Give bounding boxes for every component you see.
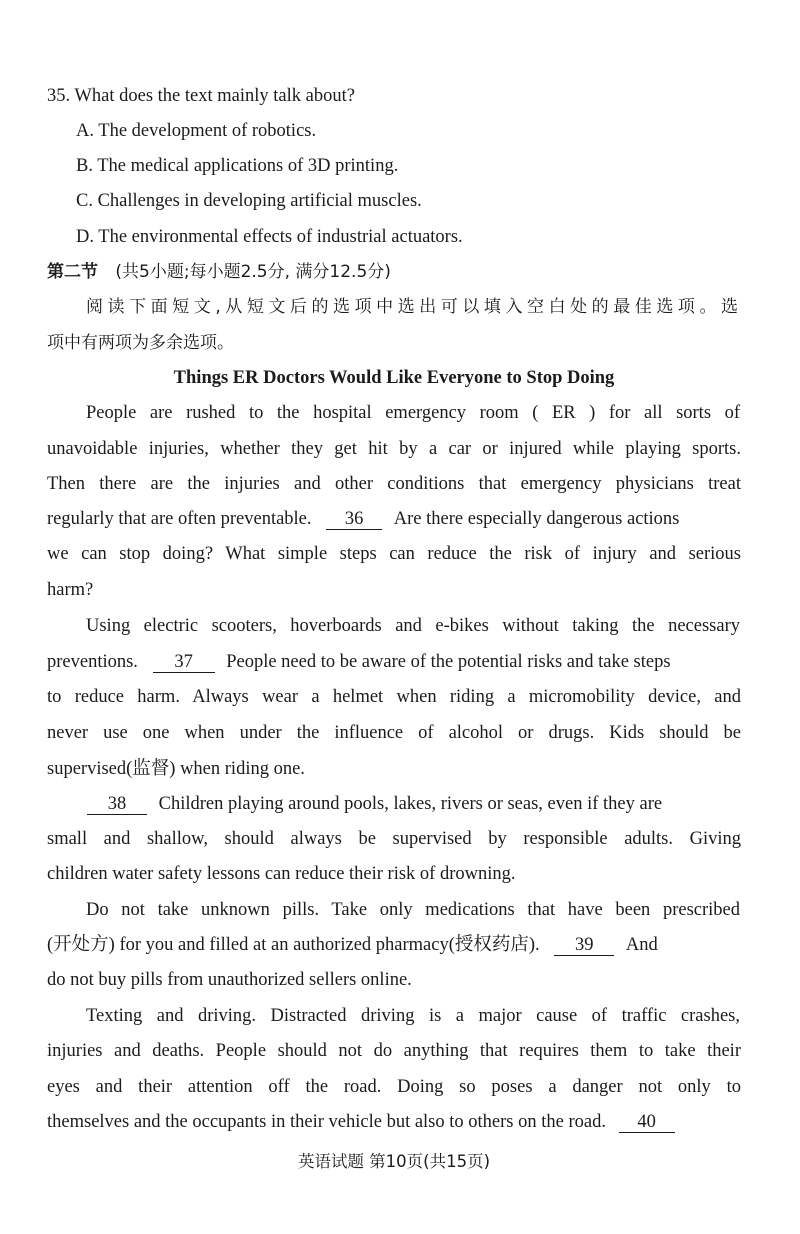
- question-35-stem: 35. What does the text mainly talk about?: [47, 86, 355, 106]
- p1-line-6: harm?: [47, 580, 94, 600]
- p1-line-4-text: regularly that are often preventable.: [47, 509, 312, 529]
- p1-line-1: People are rushed to the hospital emergency room ( ER ) for all sorts of: [86, 403, 740, 423]
- section-2-instructions-1: 阅读下面短文,从短文后的选项中选出可以填入空白处的最佳选项。选: [86, 297, 738, 317]
- question-35-option-d: D. The environmental effects of industrial actuators.: [76, 227, 463, 247]
- p1-line-4: [47, 507, 741, 531]
- section-2-scoring: (共5小题;每小题2.5分, 满分12.5分): [115, 262, 391, 282]
- p4-line-1: Do not take unknown pills. Take only medications that have been prescribed: [86, 900, 740, 920]
- p2-line-1: Using electric scooters, hoverboards and e-bikes without taking the necessary: [86, 616, 740, 636]
- p5-line-4: [47, 1110, 741, 1134]
- blank-40[interactable]: 40: [619, 1112, 675, 1133]
- section-2-instructions-2: 项中有两项为多余选项。: [47, 333, 234, 353]
- p2-line-5: supervised(监督) when riding one.: [47, 759, 305, 779]
- p3-line-1-text: Children playing around pools, lakes, rivers or seas, even if they are: [158, 794, 663, 814]
- p4-line-2: [47, 933, 741, 957]
- p4-line-3: do not buy pills from unauthorized sellers online.: [47, 970, 412, 990]
- p5-line-4-text: themselves and the occupants in their vehicle but also to others on the road.: [47, 1112, 606, 1132]
- p5-line-2: injuries and deaths. People should not do anything that requires them to take their: [47, 1041, 741, 1061]
- p4-line-2-tail: And: [625, 935, 658, 955]
- p3-line-3: children water safety lessons can reduce their risk of drowning.: [47, 864, 516, 884]
- section-2-heading-line: [47, 260, 741, 284]
- blank-36[interactable]: 36: [326, 509, 382, 530]
- passage-title: Things ER Doctors Would Like Everyone to Stop Doing: [173, 368, 615, 388]
- section-2-heading: 第二节: [47, 262, 98, 282]
- p2-line-4: never use one when under the influence of alcohol or drugs. Kids should be: [47, 723, 741, 743]
- blank-38[interactable]: 38: [87, 794, 147, 815]
- p3-line-2: small and shallow, should always be supervised by responsible adults. Giving: [47, 829, 741, 849]
- p2-line-2: [47, 650, 741, 674]
- question-35-option-c: C. Challenges in developing artificial muscles.: [76, 191, 422, 211]
- p1-line-3: Then there are the injuries and other conditions that emergency physicians treat: [47, 474, 741, 494]
- p3-line-1: [47, 792, 741, 816]
- p2-line-2-tail: People need to be aware of the potential risks and take steps: [226, 652, 671, 672]
- blank-37[interactable]: 37: [153, 652, 215, 673]
- p5-line-1: Texting and driving. Distracted driving is a major cause of traffic crashes,: [86, 1006, 740, 1026]
- page-footer: 英语试题 第10页(共15页): [297, 1152, 491, 1171]
- p5-line-3: eyes and their attention off the road. Doing so poses a danger not only to: [47, 1077, 741, 1097]
- p4-line-2-text: (开处方) for you and filled at an authorized pharmacy(授权药店).: [47, 935, 540, 955]
- question-35-option-b: B. The medical applications of 3D printing.: [76, 156, 399, 176]
- p2-line-3: to reduce harm. Always wear a helmet when riding a micromobility device, and: [47, 687, 741, 707]
- p1-line-4-tail: Are there especially dangerous actions: [393, 509, 680, 529]
- blank-39[interactable]: 39: [554, 935, 614, 956]
- question-35-option-a: A. The development of robotics.: [76, 121, 317, 141]
- p2-line-2-text: preventions.: [47, 652, 138, 672]
- p1-line-5: we can stop doing? What simple steps can reduce the risk of injury and serious: [47, 544, 741, 564]
- p1-line-2: unavoidable injuries, whether they get hit by a car or injured while playing sports.: [47, 439, 741, 459]
